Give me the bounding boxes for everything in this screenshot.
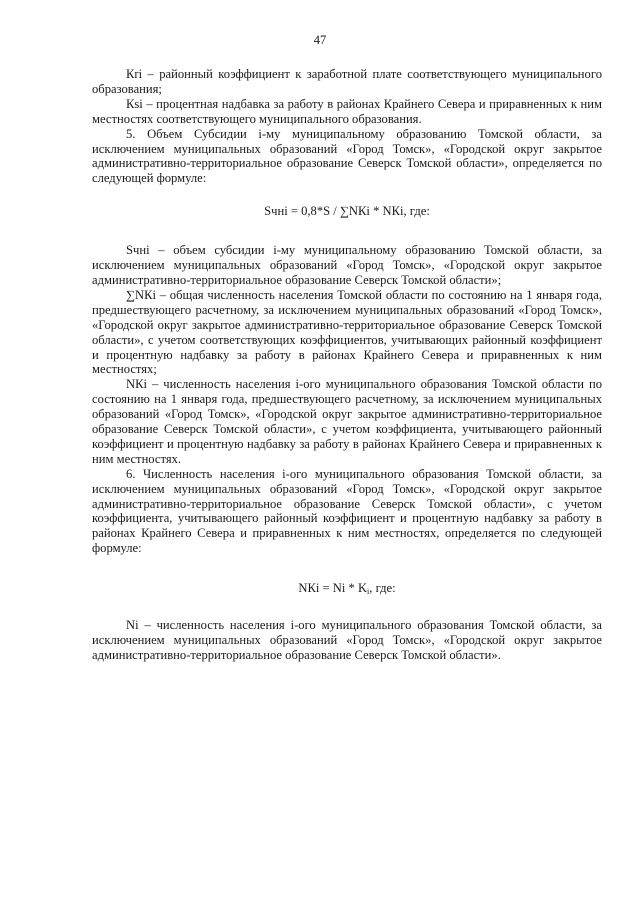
- paragraph-schni-definition: Sчнi – объем субсидии i-му муниципальному образованию Томской области, за исключением муниципальных образований «Город Томск», «Городской округ закрытое административно-территориальное образование Северск Томской области»;: [92, 243, 602, 287]
- formula-population-tail: , где:: [369, 581, 396, 596]
- paragraph-ksi-definition: Кsi – процентная надбавка за работу в районах Крайнего Севера и приравненных к ним местностях соответствующего муниципального образования.: [92, 96, 602, 126]
- paragraph-ni-definition: Ni – численность населения i-ого муниципального образования Томской области, за исключением муниципальных образований «Город Томск», «Городской округ закрытое административно-территориальное образование Северск Томской области».: [92, 618, 602, 662]
- paragraph-nki-definition: NКi – численность населения i-ого муниципального образования Томской области по состоянию на 1 января года, предшествующего расчетному, за исключением муниципальных образований «Город Томск», «Городской округ закрытое административно-территориальное образование Северск Томской области», с учетом коэффициента, учитывающего районный коэффициент и процентную надбавку за работу в районах Крайнего Севера и приравненных к ним местностях.: [92, 377, 602, 466]
- formula-population-main: NКi = Ni * K: [298, 581, 368, 596]
- formula-subsidy: Sчнi = 0,8*S / ∑NКi * NКi, где:: [264, 204, 430, 219]
- document-body: [92, 67, 602, 663]
- paragraph-sum-nki-definition: ∑NКi – общая численность населения Томской области по состоянию на 1 января года, предшествующего расчетному, за исключением муниципальных образований «Город Томск», «Городской округ закрытое административно-территориальное образование Северск Томской области», с учетом соответствующих коэффициентов, учитывающих районный коэффициент и процентную надбавку за работу в районах Крайнего Севера и приравненных к ним местностях;: [92, 287, 602, 377]
- formula-population-subscript: i: [367, 587, 370, 597]
- paragraph-clause-6: 6. Численность населения i-ого муниципального образования Томской области, за исключением муниципальных образований «Город Томск», «Городской округ закрытое административно-территориальное образование Северск Томской области», с учетом коэффициента, учитывающего районный коэффициент и процентную надбавку за работу в районах Крайнего Севера и приравненных к ним местностях, определяется по следующей формуле:: [92, 466, 602, 556]
- paragraph-clause-5: 5. Объем Субсидии i-му муниципальному образованию Томской области, за исключением муниципальных образований «Город Томск», «Городской округ закрытое административно-территориальное образование Северск Томской области», определяется по следующей формуле:: [92, 126, 602, 186]
- page-number: 47: [313, 33, 327, 47]
- paragraph-kri-definition: Кri – районный коэффициент к заработной плате соответствующего муниципального образования;: [92, 67, 602, 96]
- formula-population: [92, 581, 602, 596]
